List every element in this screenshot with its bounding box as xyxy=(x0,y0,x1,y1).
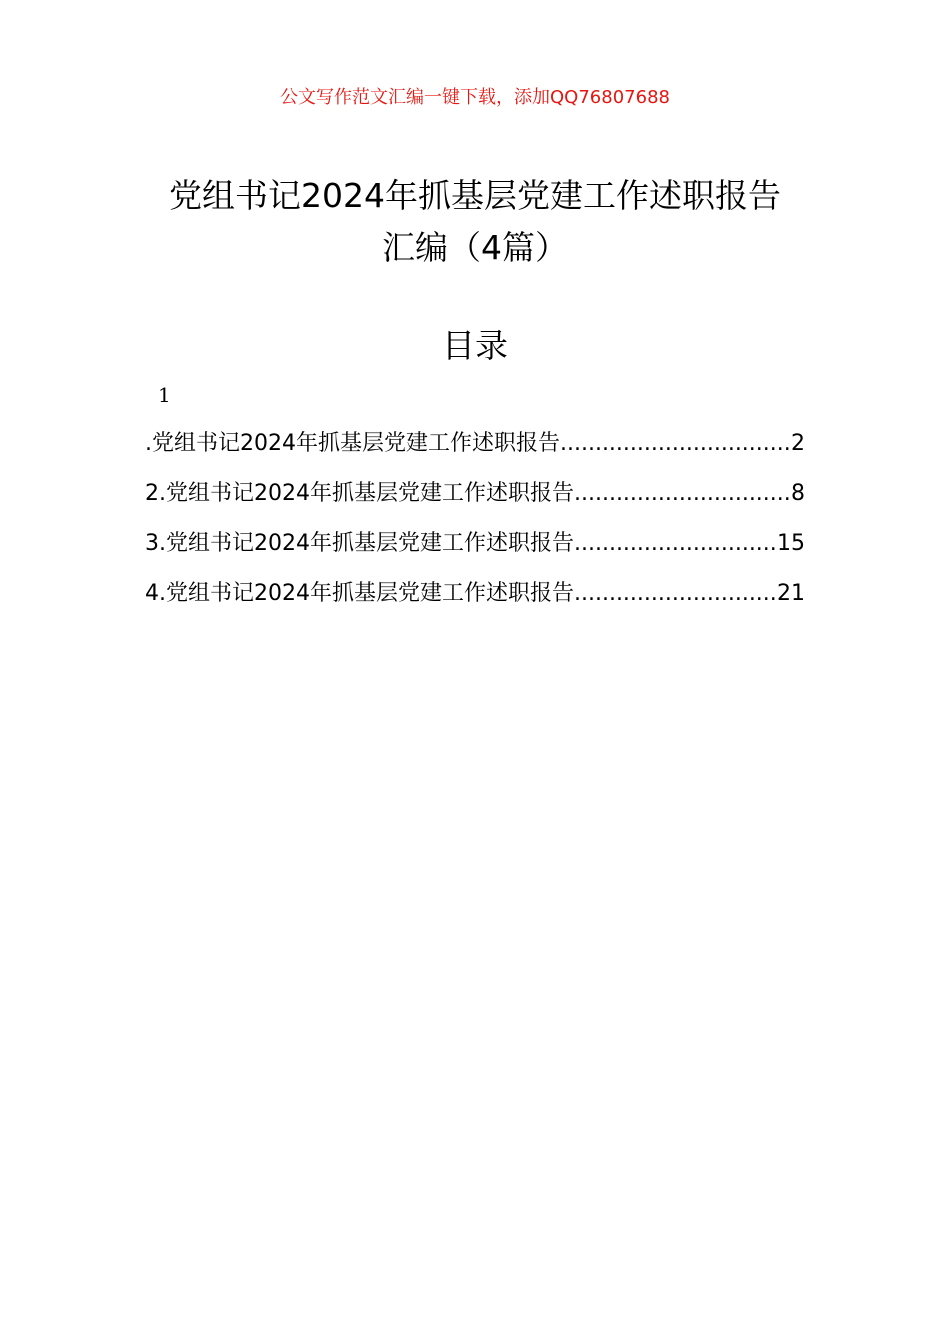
toc-dot-leader xyxy=(560,424,791,464)
toc-dot-leader xyxy=(574,574,777,614)
toc-entry-title: .党组书记2024年抓基层党建工作述职报告 xyxy=(145,431,560,456)
toc-entry-2[interactable] xyxy=(145,474,805,524)
header-download-note: 公文写作范文汇编一键下载，添加QQ76807688 xyxy=(280,87,670,108)
toc-entry-title: 2.党组书记2024年抓基层党建工作述职报告 xyxy=(145,481,574,506)
toc-entry-title: 4.党组书记2024年抓基层党建工作述职报告 xyxy=(145,581,574,606)
toc-entry-4[interactable] xyxy=(145,574,805,624)
toc-entry-title: 3.党组书记2024年抓基层党建工作述职报告 xyxy=(145,531,574,556)
toc-page-number: 2 xyxy=(791,431,805,456)
toc-entry-3[interactable] xyxy=(145,524,805,574)
toc-entry-1[interactable] xyxy=(145,424,805,474)
toc-dot-leader xyxy=(574,474,791,514)
document-title-line-1: 党组书记2024年抓基层党建工作述职报告 xyxy=(169,176,781,215)
toc-stray-number: 1 xyxy=(158,383,171,407)
toc-page-number: 8 xyxy=(791,481,805,506)
toc-page-number: 15 xyxy=(777,531,805,556)
toc-heading: 目录 xyxy=(442,326,508,365)
toc-page-number: 21 xyxy=(777,581,805,606)
document-title xyxy=(100,170,850,274)
document-title-line-2: 汇编（4篇） xyxy=(382,228,568,267)
table-of-contents xyxy=(145,424,805,624)
toc-dot-leader xyxy=(574,524,777,564)
